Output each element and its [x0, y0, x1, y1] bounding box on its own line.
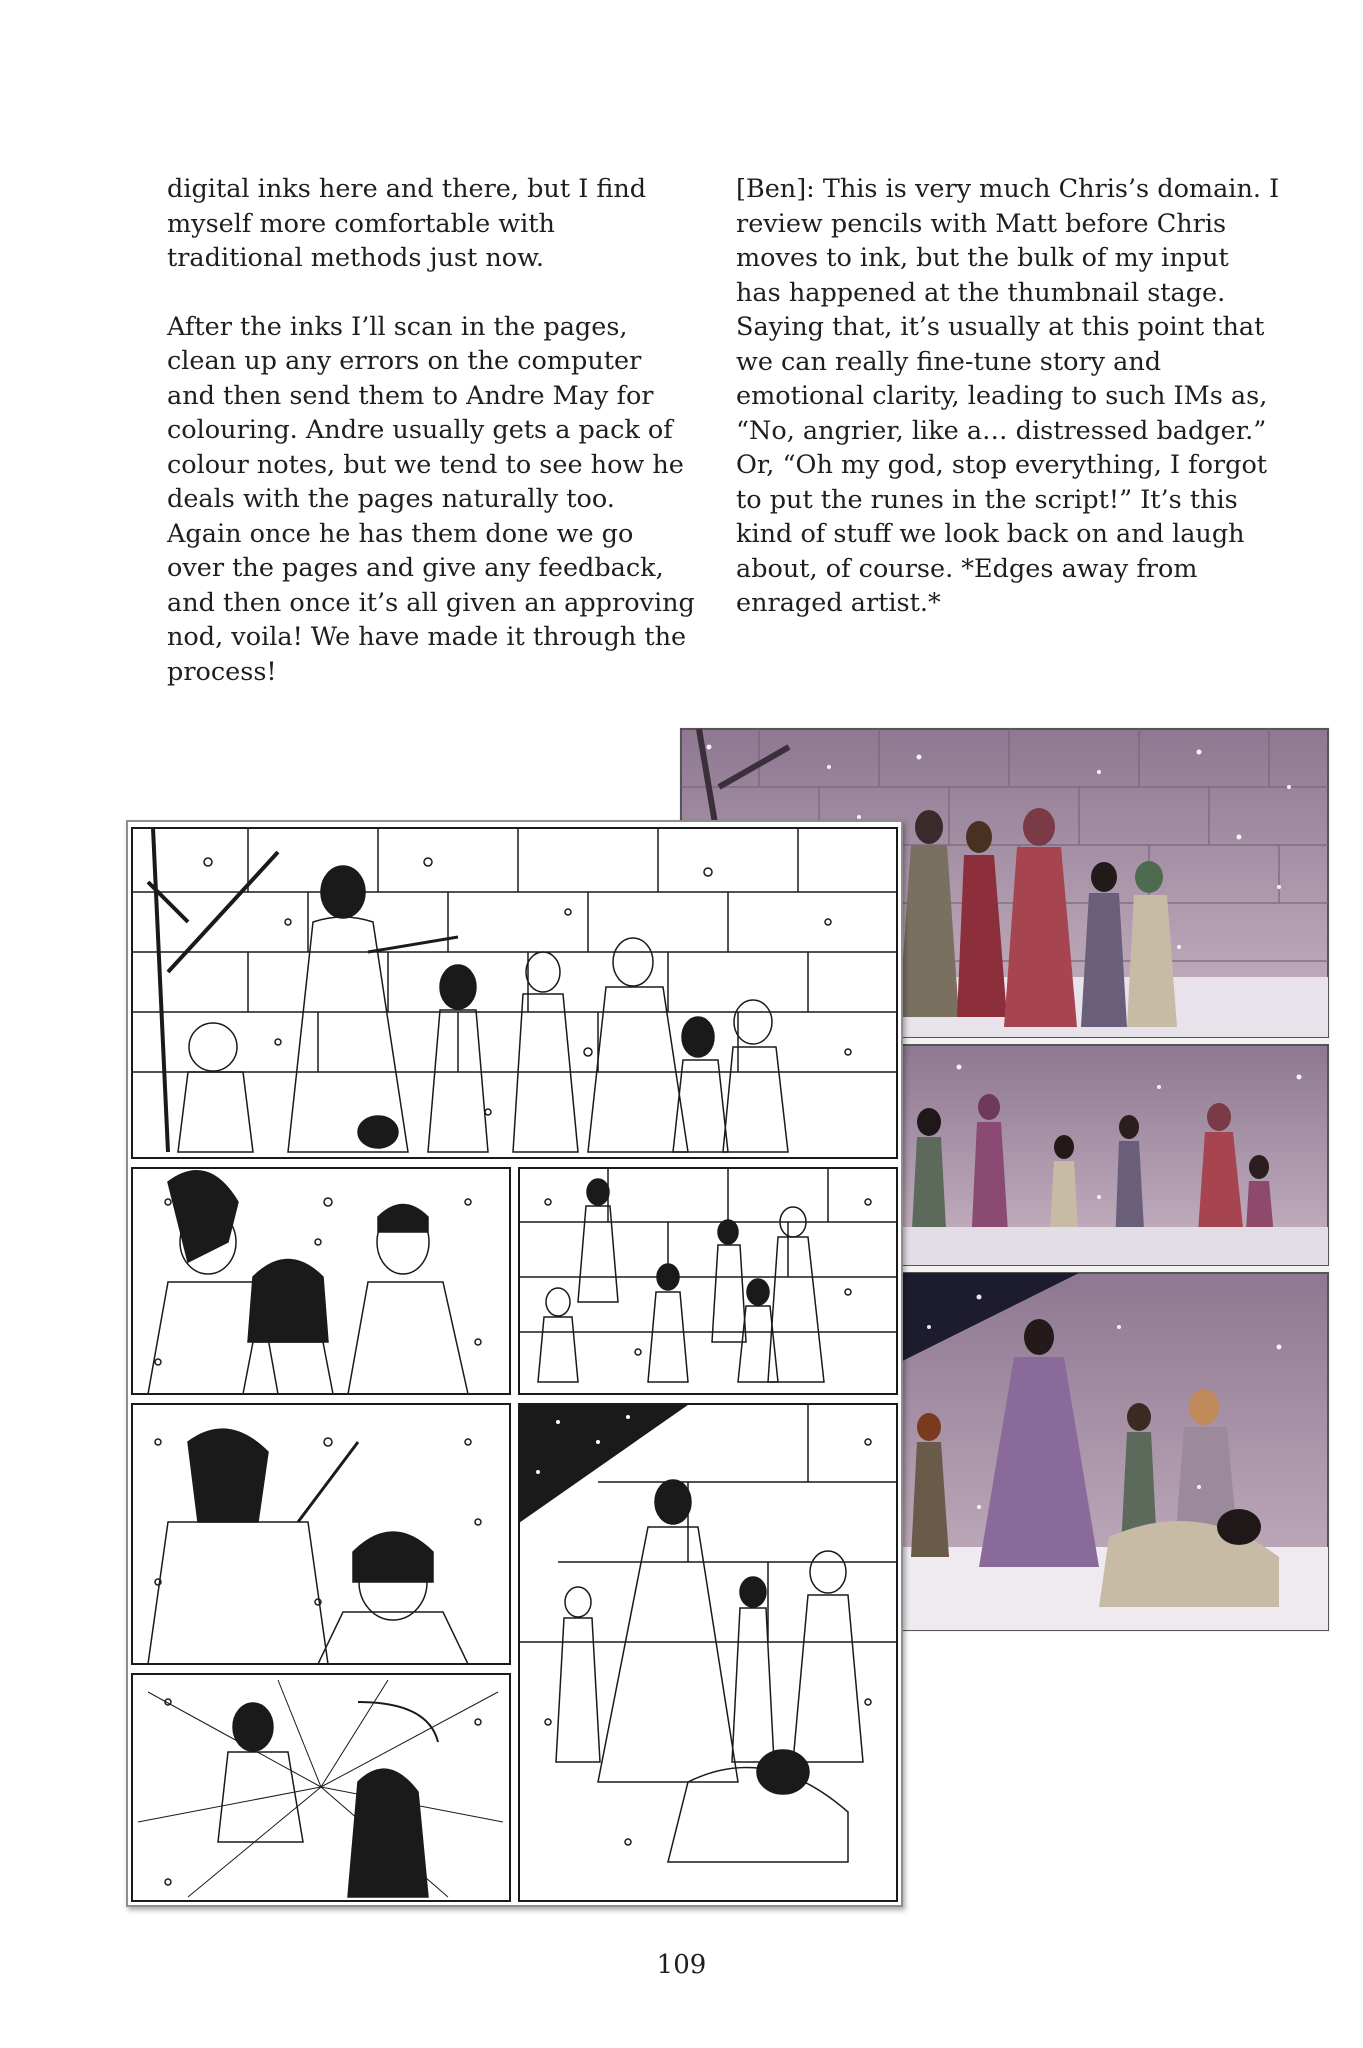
- left-text-column: [167, 172, 697, 723]
- right-text-column: [736, 172, 1281, 655]
- ink-panel-1: [132, 828, 897, 1158]
- right-paragraph-1: [Ben]: This is very much Chris’s domain. I review pencils with Matt before Chris moves to ink, but the bulk of my input has happened at the thumbnail stage. Saying that, it’s usually at this point that we can really fine-tune story and emotional clarity, leading to such IMs as, “No, angrier, like a… distressed badger.” Or, “Oh my god, stop everything, I forgot to put the runes in the script!” It’s this kind of stuff we look back on and laugh about, of course. *Edges away from enraged artist.*: [736, 174, 1280, 618]
- inked-comic-page: [126, 820, 903, 1907]
- page-number: 109: [656, 1950, 707, 1980]
- inked-page-art: [128, 822, 901, 1905]
- left-paragraph-2: After the inks I’ll scan in the pages, clean up any errors on the computer and then send them to Andre May for colouring. Andre usually gets a pack of colour notes, but we tend to see how he deals with the pages naturally too. Again once he has them done we go over the pages and give any feedback, and then once it’s all given an approving nod, voila! We have made it through the process!: [167, 311, 695, 687]
- left-paragraph-1: digital inks here and there, but I find myself more comfortable with traditional methods just now.: [167, 174, 647, 273]
